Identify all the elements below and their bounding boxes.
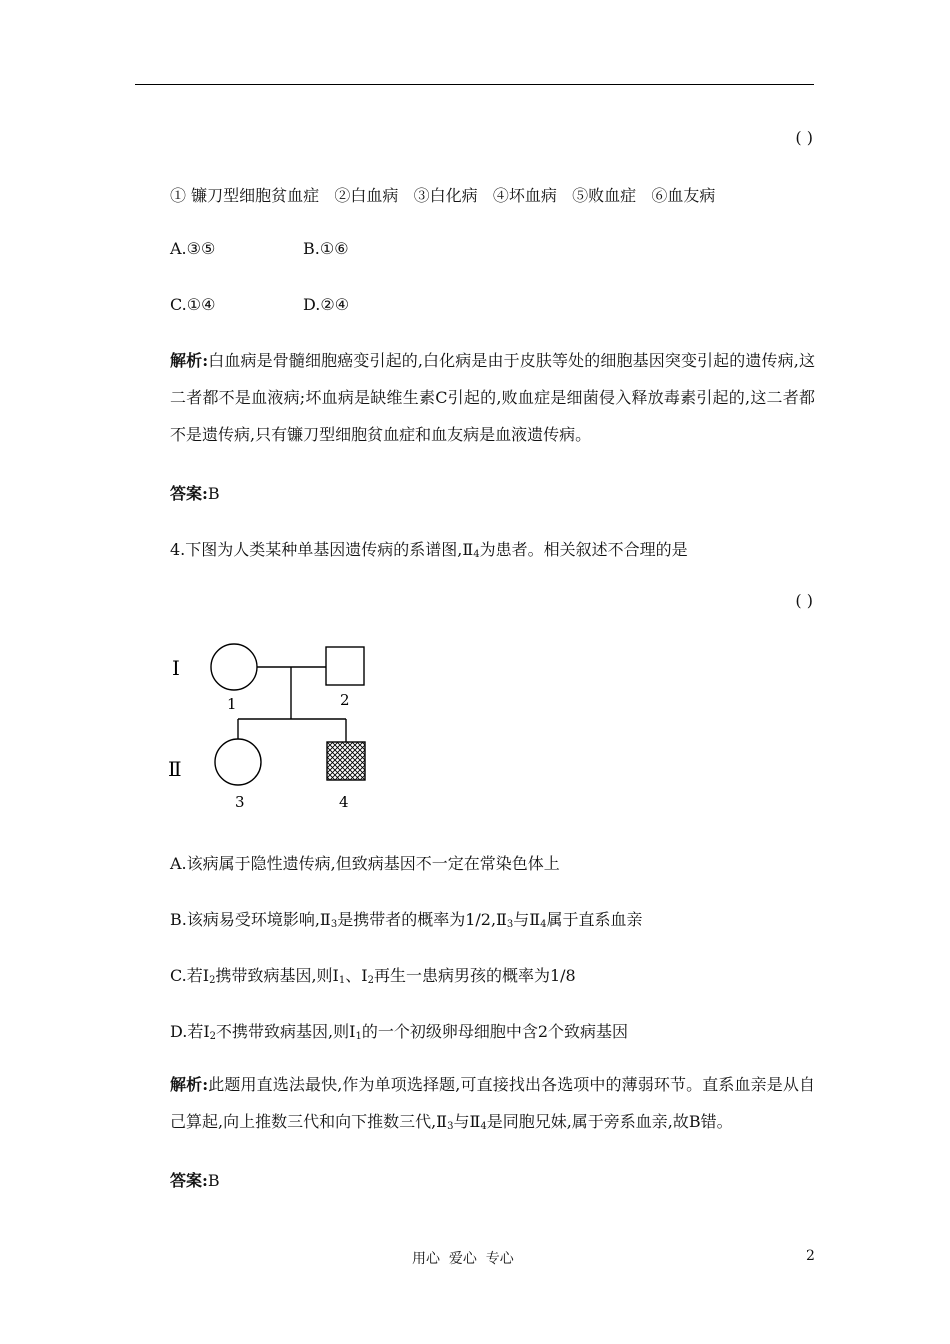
subscript: 1	[338, 975, 346, 986]
individual-1-number: 1	[227, 695, 237, 713]
q4-answer	[170, 1168, 220, 1191]
q4-option-c-text: 、Ⅰ	[345, 966, 368, 985]
q3-answer-value: B	[207, 484, 220, 503]
female-i1-symbol	[211, 644, 257, 690]
q4-option-b-text: 是携带者的概率为1/2,Ⅱ	[337, 910, 507, 929]
header-rule	[135, 84, 814, 85]
subscript: 3	[506, 919, 514, 930]
q4-option-b-text: B.该病易受环境影响,Ⅱ	[170, 910, 331, 929]
individual-4-number: 4	[339, 793, 349, 811]
q3-answer-paren: ( )	[795, 128, 813, 147]
q3-analysis-text: 白血病是骨髓细胞癌变引起的,白化病是由于皮肤等处的细胞基因突变引起的遗传病,这二者都不是血液病;坏血病是缺维生素C引起的,败血症是细菌侵入释放毒素引起的,这二者都不是遗传病,只有镰刀型细胞贫血症和血友病是血液遗传病。	[170, 351, 815, 444]
subscript: 1	[355, 1031, 362, 1042]
q4-option-d-text: D.若Ⅰ	[170, 1022, 210, 1041]
q3-answer	[170, 481, 220, 504]
q4-stem-text-2: 为患者。相关叙述不合理的是	[479, 540, 688, 559]
q4-analysis-text: 是同胞兄妹,属于旁系血亲,故B错。	[486, 1112, 733, 1131]
q3-option-c: C.①④	[170, 295, 216, 314]
subscript: 2	[209, 1031, 217, 1042]
q4-option-c-text: 再生一患病男孩的概率为1/8	[373, 966, 576, 985]
generation-1-label: Ⅰ	[172, 656, 180, 680]
q4-analysis-label: 解析:	[170, 1075, 209, 1094]
q4-option-c-text: 携带致病基因,则Ⅰ	[215, 966, 339, 985]
q3-option-d: D.②④	[303, 295, 350, 314]
q4-option-b-text: 属于直系血亲	[546, 910, 643, 929]
q4-option-d-text: 的一个初级卵母细胞中含2个致病基因	[361, 1022, 629, 1041]
page-number: 2	[806, 1248, 815, 1264]
q4-stem-text: 4.下图为人类某种单基因遗传病的系谱图,Ⅱ	[170, 540, 474, 559]
q3-answer-label: 答案:	[170, 484, 208, 503]
q4-option-d-text: 不携带致病基因,则Ⅰ	[216, 1022, 356, 1041]
q4-analysis-text: 此题用直选法最快,作为单项选择题,可直接找出各选项中的薄弱环节。直系血亲是从自己算起,向上推数三代和向下推数三代,Ⅱ	[170, 1075, 815, 1131]
q4-option-c-text: C.若Ⅰ	[170, 966, 210, 985]
pedigree-diagram	[160, 635, 390, 815]
q4-option-c	[170, 963, 576, 986]
q4-option-a: A.该病属于隐性遗传病,但致病基因不一定在常染色体上	[170, 854, 560, 873]
q4-answer-label: 答案:	[170, 1171, 208, 1190]
subscript: 3	[447, 1121, 454, 1132]
q3-items: ① 镰刀型细胞贫血症 ②白血病 ③白化病 ④坏血病 ⑤败血症 ⑥血友病	[170, 186, 716, 205]
subscript: 2	[367, 975, 374, 986]
q4-stem	[170, 537, 688, 560]
q3-analysis	[170, 342, 815, 453]
male-i2-symbol	[326, 647, 364, 685]
individual-3-number: 3	[235, 793, 245, 811]
q4-option-d	[170, 1019, 628, 1042]
subscript: 4	[540, 919, 547, 930]
q4-answer-paren: ( )	[795, 591, 813, 610]
q4-analysis	[170, 1066, 815, 1145]
generation-2-label: Ⅱ	[168, 757, 182, 781]
q4-option-b-text: 与Ⅱ	[513, 910, 541, 929]
subscript: 3	[330, 919, 338, 930]
individual-2-number: 2	[340, 691, 350, 709]
affected-male-ii4-symbol	[327, 742, 365, 780]
q4-stem-sub: 4	[473, 549, 480, 560]
subscript: 4	[480, 1121, 487, 1132]
q3-analysis-label: 解析:	[170, 351, 209, 370]
q4-option-b	[170, 907, 643, 930]
q3-option-b: B.①⑥	[303, 239, 349, 258]
female-ii3-symbol	[215, 739, 261, 785]
q4-analysis-text: 与Ⅱ	[453, 1112, 481, 1131]
subscript: 2	[209, 975, 216, 986]
q4-answer-value: B	[207, 1171, 220, 1190]
q3-option-a: A.③⑤	[170, 239, 216, 258]
footer-slogan: 用心 爱心 专心	[412, 1251, 514, 1267]
